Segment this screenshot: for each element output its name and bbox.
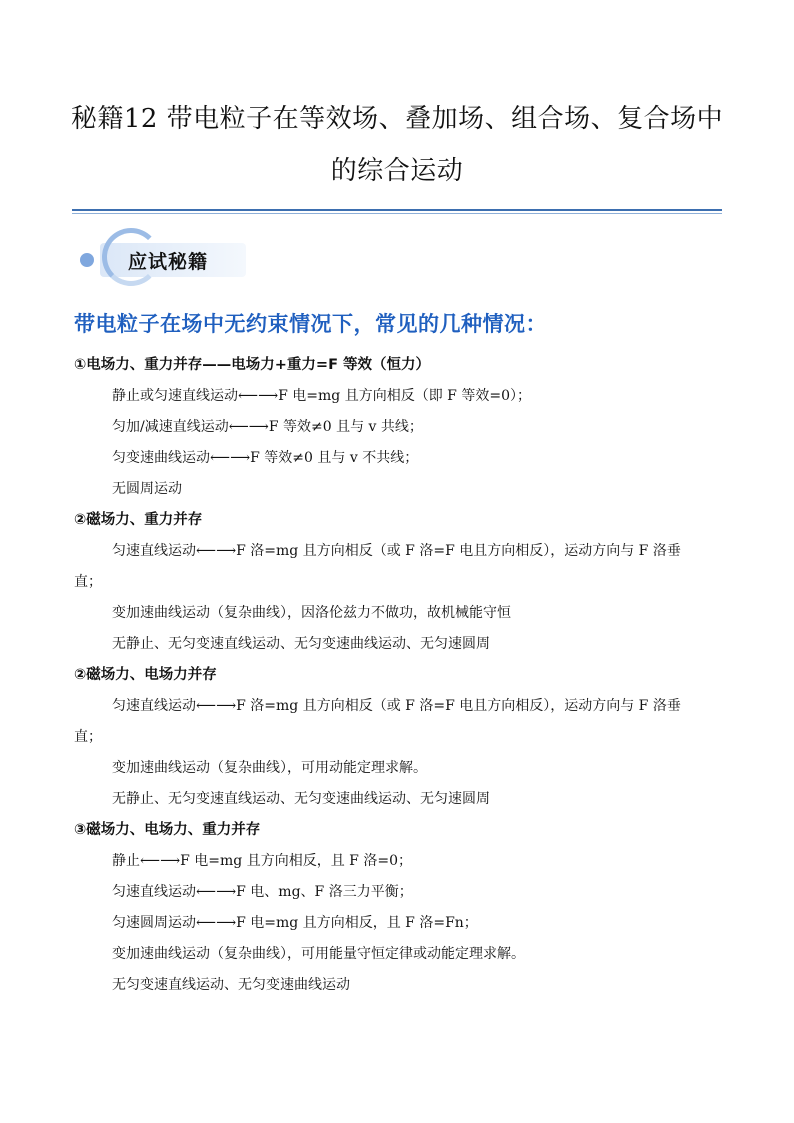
title-line-1: 秘籍12 带电粒子在等效场、叠加场、组合场、复合场中 bbox=[70, 104, 724, 134]
case-1-line: 匀变速曲线运动⟵⟶F 等效≠0 且与 v 不共线； bbox=[112, 450, 419, 466]
case-4-line: 匀速圆周运动⟵⟶F 电=mg 且方向相反，且 F 洛=Fn； bbox=[112, 915, 478, 931]
title-line-2: 的综合运动 bbox=[330, 156, 464, 186]
case-3-line: 无静止、无匀变速直线运动、无匀变速曲线运动、无匀速圆周 bbox=[112, 791, 490, 807]
badge-dot-icon bbox=[80, 253, 94, 267]
case-4-title: ③磁场力、电场力、重力并存 bbox=[74, 822, 261, 838]
case-4-line: 静止⟵⟶F 电=mg 且方向相反，且 F 洛=0； bbox=[112, 853, 412, 869]
case-3-title: ②磁场力、电场力并存 bbox=[74, 667, 217, 683]
case-4-line: 匀速直线运动⟵⟶F 电、mg、F 洛三力平衡； bbox=[112, 884, 413, 900]
case-2-line: 无静止、无匀变速直线运动、无匀变速曲线运动、无匀速圆周 bbox=[112, 636, 490, 652]
case-1-line: 无圆周运动 bbox=[112, 481, 182, 497]
title-divider bbox=[72, 209, 722, 211]
case-2-paragraph bbox=[74, 536, 724, 598]
case-4-line: 无匀变速直线运动、无匀变速曲线运动 bbox=[112, 977, 350, 993]
section-badge bbox=[78, 226, 248, 290]
case-4-line: 变加速曲线运动（复杂曲线），可用能量守恒定律或动能定理求解。 bbox=[112, 946, 525, 962]
case-3-line: 匀速直线运动⟵⟶F 洛=mg 且方向相反（或 F 洛=F 电且方向相反），运动方向与 F 洛垂 bbox=[112, 698, 681, 714]
title-divider-thin bbox=[72, 213, 722, 214]
case-2-line: 匀速直线运动⟵⟶F 洛=mg 且方向相反（或 F 洛=F 电且方向相反），运动方向与 F 洛垂 bbox=[112, 543, 681, 559]
case-1-line: 静止或匀速直线运动⟵⟶F 电=mg 且方向相反（即 F 等效=0）； bbox=[112, 388, 531, 404]
case-2-line-continued: 直； bbox=[74, 574, 102, 590]
section-heading: 带电粒子在场中无约束情况下，常见的几种情况： bbox=[74, 312, 547, 336]
case-3-paragraph bbox=[74, 691, 724, 753]
case-1-line: 匀加/减速直线运动⟵⟶F 等效≠0 且与 v 共线； bbox=[112, 419, 423, 435]
case-1-title: ①电场力、重力并存——电场力+重力=F 等效（恒力） bbox=[74, 357, 431, 373]
case-3-line: 变加速曲线运动（复杂曲线），可用动能定理求解。 bbox=[112, 760, 427, 776]
case-2-title: ②磁场力、重力并存 bbox=[74, 512, 203, 528]
case-3-line-continued: 直； bbox=[74, 729, 102, 745]
content-body bbox=[74, 350, 724, 1001]
badge-label: 应试秘籍 bbox=[128, 251, 209, 273]
document-title bbox=[60, 93, 734, 197]
case-2-line: 变加速曲线运动（复杂曲线），因洛伦兹力不做功，故机械能守恒 bbox=[112, 605, 511, 621]
